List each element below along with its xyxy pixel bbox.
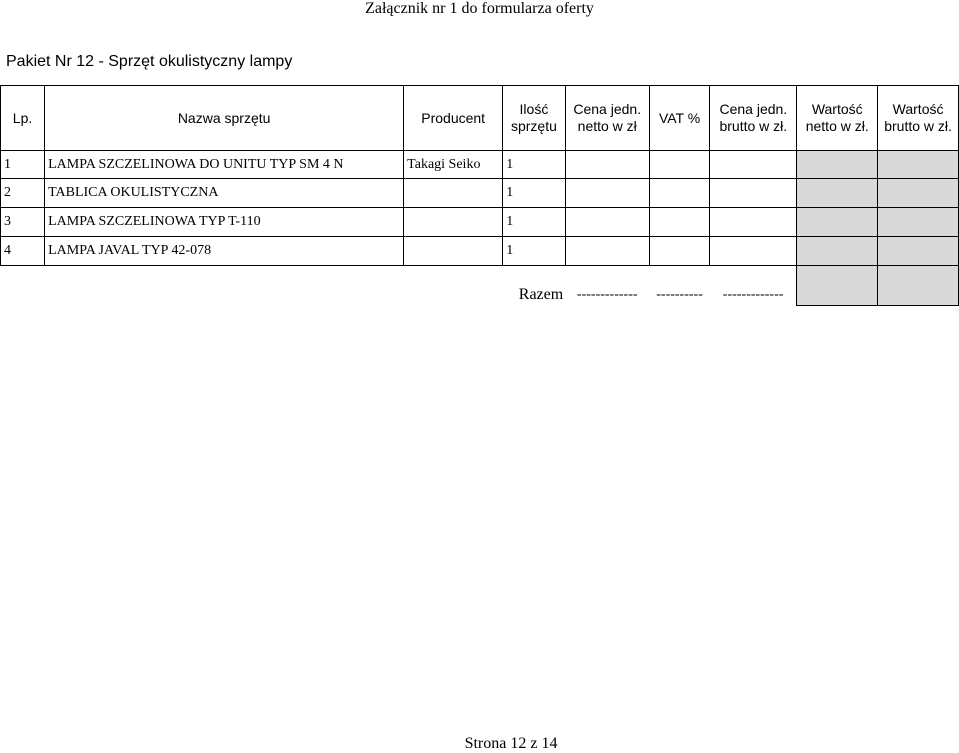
header-row bbox=[1, 86, 959, 151]
cell-name: LAMPA SZCZELINOWA TYP T-110 bbox=[45, 208, 404, 237]
summary-spacer bbox=[1, 266, 45, 306]
cell-vat[interactable] bbox=[649, 179, 710, 208]
cell-net-value bbox=[797, 208, 878, 237]
cell-gross-value bbox=[878, 237, 959, 266]
cell-vat[interactable] bbox=[649, 151, 710, 179]
summary-row bbox=[1, 266, 959, 306]
cell-vat[interactable] bbox=[649, 208, 710, 237]
summary-unit-net-dashes: ------------- bbox=[576, 287, 638, 302]
table-row bbox=[1, 151, 959, 179]
header-name: Nazwa sprzętu bbox=[45, 86, 404, 151]
cell-name: LAMPA SZCZELINOWA DO UNITU TYP SM 4 N bbox=[45, 151, 404, 179]
table-row bbox=[1, 237, 959, 266]
header-net-value: Wartość netto w zł. bbox=[797, 86, 878, 151]
header-unit-net-price: Cena jedn. netto w zł bbox=[565, 86, 649, 151]
cell-unit-net-price[interactable] bbox=[565, 208, 649, 237]
summary-label: Razem bbox=[518, 286, 564, 303]
cell-unit-gross-price[interactable] bbox=[710, 237, 797, 266]
header-lp: Lp. bbox=[1, 86, 45, 151]
cell-quantity: 1 bbox=[503, 179, 566, 208]
cell-quantity: 1 bbox=[503, 151, 566, 179]
summary-net-value bbox=[797, 266, 878, 306]
header-producer: Producent bbox=[404, 86, 503, 151]
header-gross-value: Wartość brutto w zł. bbox=[878, 86, 959, 151]
header-unit-gross-price: Cena jedn. brutto w zł. bbox=[710, 86, 797, 151]
table-row bbox=[1, 179, 959, 208]
summary-gross-value bbox=[878, 266, 959, 306]
summary-vat-dashes: ---------- bbox=[656, 287, 703, 302]
cell-producer[interactable] bbox=[404, 237, 503, 266]
cell-lp: 2 bbox=[1, 179, 45, 208]
cell-gross-value bbox=[878, 208, 959, 237]
cell-gross-value bbox=[878, 151, 959, 179]
cell-vat[interactable] bbox=[649, 237, 710, 266]
attachment-note: Załącznik nr 1 do formularza oferty bbox=[365, 0, 594, 17]
summary-spacer bbox=[45, 266, 404, 306]
summary-unit-gross-dashes: ------------- bbox=[722, 287, 784, 302]
summary-spacer bbox=[404, 266, 503, 306]
cell-quantity: 1 bbox=[503, 208, 566, 237]
cell-lp: 3 bbox=[1, 208, 45, 237]
header-quantity: Ilość sprzętu bbox=[503, 86, 566, 151]
cell-unit-gross-price[interactable] bbox=[710, 208, 797, 237]
page-footer: Strona 12 z 14 bbox=[464, 735, 558, 752]
cell-quantity: 1 bbox=[503, 237, 566, 266]
cell-name: TABLICA OKULISTYCZNA bbox=[45, 179, 404, 208]
cell-lp: 1 bbox=[1, 151, 45, 179]
cell-producer[interactable] bbox=[404, 179, 503, 208]
table-row bbox=[1, 208, 959, 237]
cell-unit-gross-price[interactable] bbox=[710, 151, 797, 179]
package-title: Pakiet Nr 12 - Sprzęt okulistyczny lampy bbox=[6, 53, 293, 70]
cell-net-value bbox=[797, 237, 878, 266]
cell-producer[interactable] bbox=[404, 208, 503, 237]
cell-unit-net-price[interactable] bbox=[565, 151, 649, 179]
cell-producer: Takagi Seiko bbox=[404, 151, 503, 179]
offer-table bbox=[0, 85, 959, 306]
cell-gross-value bbox=[878, 179, 959, 208]
cell-lp: 4 bbox=[1, 237, 45, 266]
cell-net-value bbox=[797, 179, 878, 208]
cell-name: LAMPA JAVAL TYP 42-078 bbox=[45, 237, 404, 266]
cell-unit-net-price[interactable] bbox=[565, 179, 649, 208]
header-vat: VAT % bbox=[649, 86, 710, 151]
cell-net-value bbox=[797, 151, 878, 179]
cell-unit-gross-price[interactable] bbox=[710, 179, 797, 208]
cell-unit-net-price[interactable] bbox=[565, 237, 649, 266]
